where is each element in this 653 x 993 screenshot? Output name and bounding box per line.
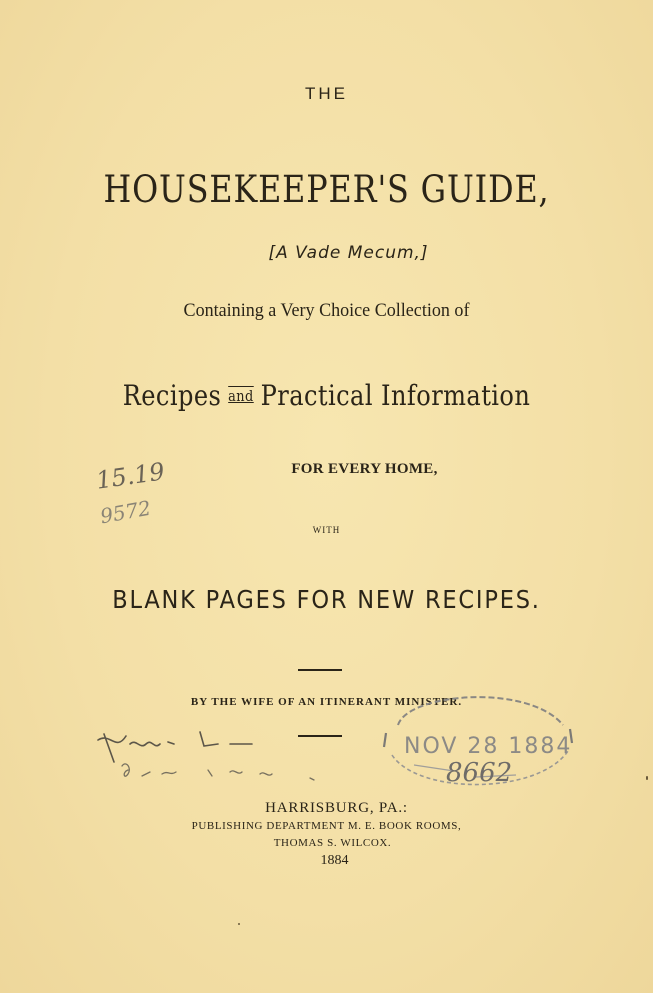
handwritten-number: 15.19: [94, 457, 167, 495]
stamp-date: NOV 28 1884: [404, 734, 573, 759]
and-word: and: [228, 387, 254, 405]
book-title: HOUSEKEEPER'S GUIDE,: [103, 168, 550, 211]
stamp-number: 8662: [446, 758, 513, 788]
containing-line: Containing a Very Choice Collection of: [183, 300, 470, 321]
for-every-home: FOR EVERY HOME,: [291, 461, 438, 477]
recipes-word: Recipes: [122, 379, 222, 412]
with-word: WITH: [312, 525, 341, 535]
handwritten-number-2: 9572: [98, 495, 153, 529]
author-byline: BY THE WIFE OF AN ITINERANT MINISTER.: [190, 696, 463, 708]
blank-pages-line: BLANK PAGES FOR NEW RECIPES.: [112, 585, 541, 614]
paper-speck: [238, 923, 240, 925]
paper-speck-2: [646, 776, 648, 780]
printer-line: THOMAS S. WILCOX.: [273, 837, 392, 849]
subtitle: [A Vade Mecum,]: [268, 243, 429, 263]
divider-rule: [298, 669, 342, 671]
practical-information-words: Practical Information: [260, 379, 531, 412]
publisher-line: PUBLISHING DEPARTMENT M. E. BOOK ROOMS,: [191, 820, 462, 832]
handwritten-signature: [90, 722, 380, 792]
the-heading: THE: [305, 84, 348, 103]
recipes-line: [46, 379, 608, 412]
publication-year: 1884: [320, 853, 349, 868]
publication-place: HARRISBURG, PA.:: [265, 800, 408, 816]
